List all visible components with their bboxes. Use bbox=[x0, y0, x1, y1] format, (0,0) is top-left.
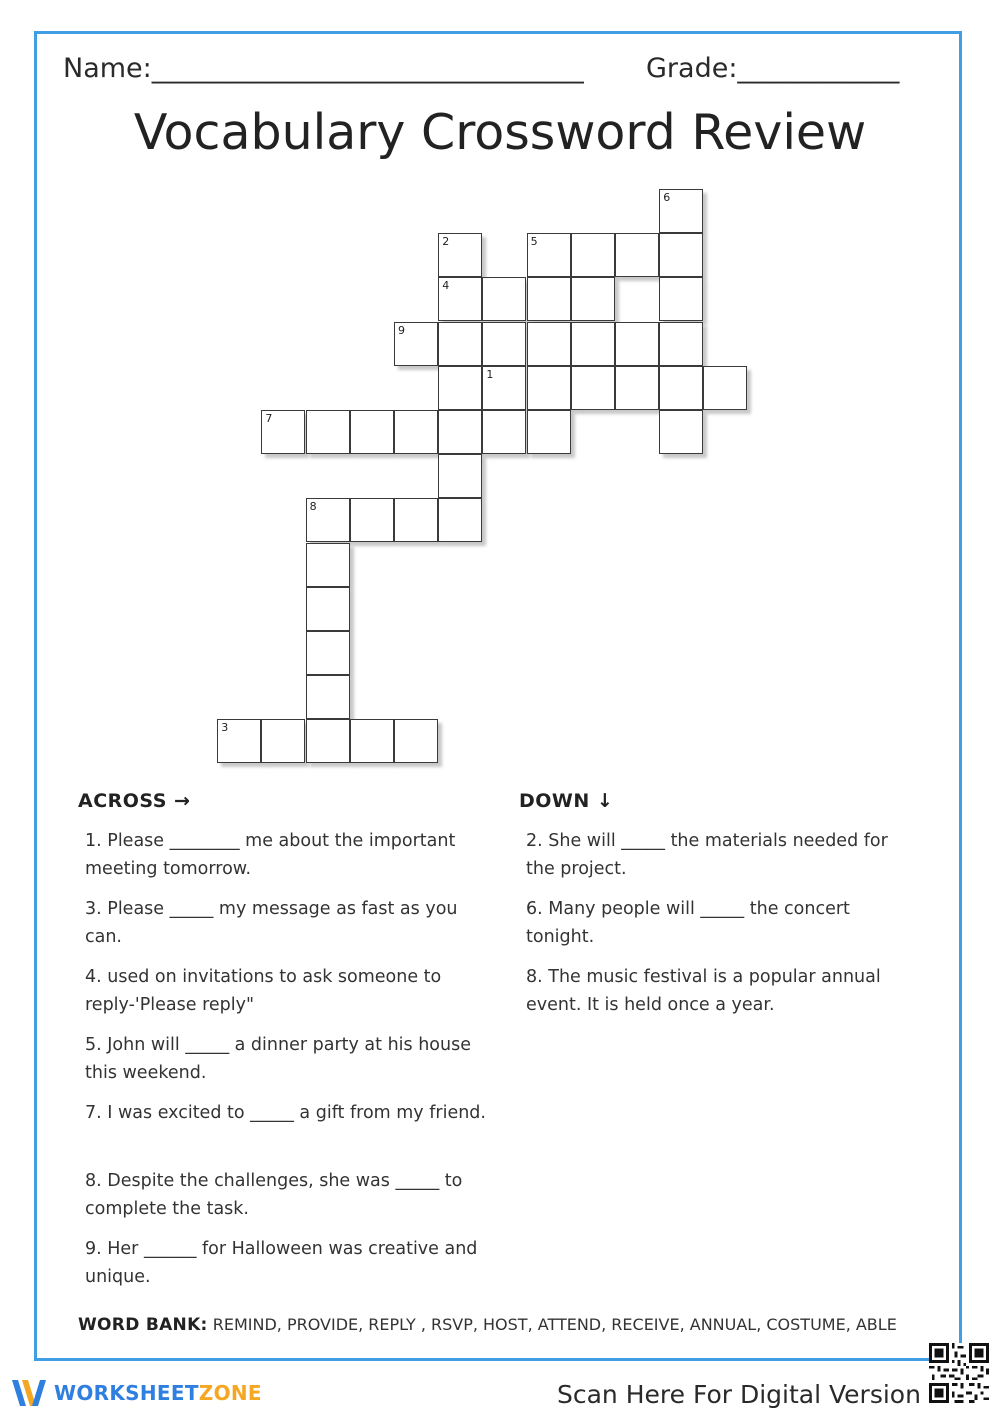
clue-number: 3 bbox=[221, 721, 229, 735]
crossword-cell[interactable] bbox=[438, 498, 482, 542]
crossword-cell[interactable] bbox=[659, 277, 703, 321]
crossword-cell[interactable] bbox=[527, 322, 571, 366]
crossword-cell[interactable] bbox=[659, 410, 703, 454]
crossword-cell[interactable] bbox=[615, 233, 659, 277]
logo-text-zone: ZONE bbox=[198, 1381, 262, 1405]
logo-text-worksheet: WORKSHEET bbox=[54, 1381, 199, 1405]
crossword-cell[interactable] bbox=[306, 631, 350, 675]
crossword-cell[interactable] bbox=[659, 233, 703, 277]
crossword-cell[interactable] bbox=[438, 454, 482, 498]
crossword-cell[interactable] bbox=[615, 366, 659, 410]
clue-number: 8 bbox=[309, 500, 317, 514]
clue-item: 6. Many people will _____ the concert tonight. bbox=[526, 899, 850, 947]
clue-number: 1 bbox=[486, 367, 494, 381]
clue-item: 8. Despite the challenges, she was _____ to complete the task. bbox=[85, 1171, 463, 1219]
crossword-cell[interactable] bbox=[615, 322, 659, 366]
name-field[interactable]: Name:________________________________ bbox=[63, 53, 584, 84]
clue-number: 2 bbox=[442, 235, 450, 249]
logo-w-icon bbox=[10, 1376, 48, 1410]
word-bank bbox=[78, 1315, 897, 1335]
crossword-cell[interactable] bbox=[482, 322, 526, 366]
crossword-cell[interactable] bbox=[438, 366, 482, 410]
crossword-cell[interactable] bbox=[438, 410, 482, 454]
crossword-cell[interactable] bbox=[527, 410, 571, 454]
crossword-cell[interactable] bbox=[659, 322, 703, 366]
crossword-cell[interactable] bbox=[527, 233, 571, 277]
crossword-cell[interactable] bbox=[703, 366, 747, 410]
crossword-cell[interactable] bbox=[261, 719, 305, 763]
down-heading: DOWN ↓ bbox=[519, 790, 614, 812]
crossword-cell[interactable] bbox=[482, 366, 526, 410]
crossword-cell[interactable] bbox=[527, 277, 571, 321]
clue-item: 1. Please ________ me about the important meeting tomorrow. bbox=[85, 831, 456, 879]
clue-item: 2. She will _____ the materials needed for the project. bbox=[526, 831, 888, 879]
crossword-cell[interactable] bbox=[217, 719, 261, 763]
crossword-cell[interactable] bbox=[394, 322, 438, 366]
crossword-cell[interactable] bbox=[394, 719, 438, 763]
clue-item: 5. John will _____ a dinner party at his house this weekend. bbox=[85, 1035, 471, 1083]
crossword-cell[interactable] bbox=[350, 410, 394, 454]
crossword-cell[interactable] bbox=[350, 719, 394, 763]
crossword-cell[interactable] bbox=[438, 322, 482, 366]
clue-number: 7 bbox=[265, 412, 273, 425]
word-bank-words: REMIND, PROVIDE, REPLY , RSVP, HOST, ATTEND, RECEIVE, ANNUAL, COSTUME, ABLE bbox=[212, 1315, 897, 1334]
crossword-cell[interactable] bbox=[306, 719, 350, 763]
crossword-cell[interactable] bbox=[659, 189, 703, 233]
crossword-cell[interactable] bbox=[482, 277, 526, 321]
crossword-cell[interactable] bbox=[306, 587, 350, 631]
crossword-cell[interactable] bbox=[571, 322, 615, 366]
scan-caption: Scan Here For Digital Version bbox=[557, 1380, 921, 1409]
crossword-cell[interactable] bbox=[394, 410, 438, 454]
clue-item: 9. Her ______ for Halloween was creative and unique. bbox=[85, 1239, 478, 1287]
across-heading: ACROSS → bbox=[78, 790, 191, 812]
page-title: Vocabulary Crossword Review bbox=[133, 104, 867, 161]
word-bank-label: WORD BANK: bbox=[78, 1315, 208, 1335]
logo-text bbox=[54, 1381, 262, 1405]
crossword-cell[interactable] bbox=[438, 277, 482, 321]
worksheetzone-logo[interactable] bbox=[10, 1376, 262, 1410]
crossword-cell[interactable] bbox=[527, 366, 571, 410]
clue-number: 5 bbox=[530, 235, 538, 249]
crossword-cell[interactable] bbox=[306, 543, 350, 587]
crossword-cell[interactable] bbox=[306, 410, 350, 454]
crossword-cell[interactable] bbox=[438, 233, 482, 277]
grade-field[interactable]: Grade:____________ bbox=[646, 53, 900, 84]
crossword-cell[interactable] bbox=[482, 410, 526, 454]
clue-number: 6 bbox=[663, 191, 671, 204]
crossword-cell[interactable] bbox=[659, 366, 703, 410]
clue-item: 3. Please _____ my message as fast as you can. bbox=[85, 899, 458, 947]
crossword-cell[interactable] bbox=[306, 675, 350, 719]
crossword-cell[interactable] bbox=[571, 277, 615, 321]
crossword-cell[interactable] bbox=[261, 410, 305, 454]
clue-item: 8. The music festival is a popular annual event. It is held once a year. bbox=[526, 967, 881, 1015]
clue-item: 7. I was excited to _____ a gift from my friend. bbox=[85, 1103, 486, 1123]
crossword-cell[interactable] bbox=[306, 498, 350, 542]
crossword-cell[interactable] bbox=[350, 498, 394, 542]
clue-number: 9 bbox=[398, 323, 405, 337]
qr-code-icon[interactable] bbox=[929, 1343, 989, 1403]
crossword-cell[interactable] bbox=[571, 366, 615, 410]
clue-number: 4 bbox=[442, 279, 450, 293]
crossword-cell[interactable] bbox=[394, 498, 438, 542]
clue-item: 4. used on invitations to ask someone to reply-'Please reply" bbox=[85, 967, 442, 1015]
crossword-cell[interactable] bbox=[571, 233, 615, 277]
